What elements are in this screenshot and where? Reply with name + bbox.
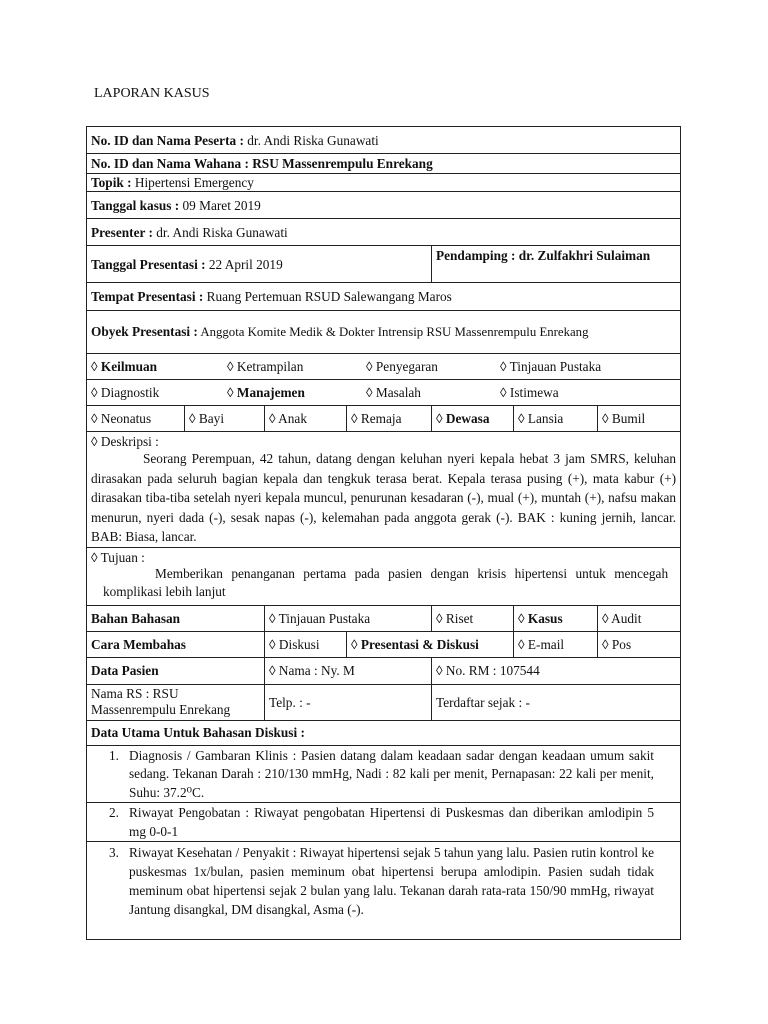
bahan-tinjauan: ◊ Tinjauan Pustaka bbox=[265, 605, 432, 631]
case-report-table bbox=[86, 126, 681, 940]
item-text: Diagnosis / Gambaran Klinis : Pasien datang dalam keadaan sadar dengan keadaan umum sakit sedang. Tekanan Darah : 210/130 mmHg, Nadi : 82 kali per menit, Pernapasan: 22 kali per menit, Suhu: 37.2⁰C. bbox=[129, 747, 654, 800]
cara-email: ◊ E-mail bbox=[514, 631, 598, 657]
row-topik bbox=[87, 174, 681, 192]
tujuan-text: Memberikan penanganan pertama pada pasien dengan krisis hipertensi untuk mencegah komplikasi lebih lanjut bbox=[103, 565, 669, 599]
row-rs bbox=[87, 684, 681, 720]
age-anak: ◊ Anak bbox=[265, 406, 347, 432]
option-ketrampilan: ◊ Ketrampilan bbox=[227, 359, 304, 374]
age-remaja: ◊ Remaja bbox=[347, 406, 432, 432]
age-lansia: ◊ Lansia bbox=[514, 406, 598, 432]
option-tinjauan-pustaka: ◊ Tinjauan Pustaka bbox=[500, 359, 602, 374]
rs-nama: Nama RS : RSU Massenrempulu Enrekang bbox=[87, 684, 265, 720]
bahan-riset: ◊ Riset bbox=[432, 605, 514, 631]
cara-diskusi: ◊ Diskusi bbox=[265, 631, 347, 657]
tanggal-presentasi-value: 22 April 2019 bbox=[205, 256, 283, 272]
option-diagnostik: ◊ Diagnostik bbox=[91, 385, 160, 400]
item-text: Riwayat Kesehatan / Penyakit : Riwayat hipertensi sejak 5 tahun yang lalu. Pasien rutin kontrol ke puskesmas 1x/bulan, pasien meminum obat hipertensi berupa amlodipin. Pasien sudah tidak meminum obat hipertensi sejak 2 bulan yang lalu. Tekanan darah rata-rata 150/90 mmHg, riwayat Jantung disangkal, DM disangkal, Asma (-). bbox=[129, 845, 654, 918]
row-tanggal-presentasi bbox=[87, 246, 681, 283]
row-age-groups bbox=[87, 406, 681, 432]
deskripsi-label: ◊ Deskripsi : bbox=[91, 434, 159, 449]
topik-label: Topik : bbox=[91, 175, 132, 190]
bahan-label: Bahan Bahasan bbox=[91, 610, 181, 626]
option-penyegaran: ◊ Penyegaran bbox=[366, 359, 438, 374]
tempat-label: Tempat Presentasi : bbox=[91, 289, 204, 304]
bahan-kasus: ◊ Kasus bbox=[514, 605, 598, 631]
wahana-label: No. ID dan Nama Wahana : RSU Massenrempulu Enrekang bbox=[91, 156, 433, 171]
rs-telp: Telp. : - bbox=[265, 684, 432, 720]
age-bayi: ◊ Bayi bbox=[185, 406, 265, 432]
pasien-label: Data Pasien bbox=[91, 663, 159, 679]
item-number: 1. bbox=[109, 747, 119, 763]
tujuan-label: ◊ Tujuan : bbox=[91, 549, 145, 565]
tanggal-presentasi-label: Tanggal Presentasi : bbox=[91, 256, 206, 272]
document-title: LAPORAN KASUS bbox=[94, 86, 210, 101]
age-neonatus: ◊ Neonatus bbox=[87, 406, 185, 432]
item-number: 3. bbox=[109, 845, 119, 861]
presenter-value: dr. Andi Riska Gunawati bbox=[152, 224, 288, 240]
peserta-label: No. ID dan Nama Peserta : bbox=[91, 132, 244, 148]
deskripsi-text: Seorang Perempuan, 42 tahun, datang dengan keluhan nyeri kepala hebat 3 jam SMRS, keluhan dirasakan pada seluruh bagian kepala dan tengkuk terasa berat. Kepala terasa pusing (+), mata kabur (+) dirasakan tiba-tiba setelah nyeri kepala muncul, penurunan kesadaran (-), mual (+), muntah (+), nafsu makan menurun, nyeri dada (-), sesak napas (-), kelemahan pada anggota gerak (-). BAK : kuning jernih, lancar. BAB: Biasa, lancar. bbox=[91, 451, 677, 545]
option-keilmuan: ◊ Keilmuan bbox=[91, 359, 158, 374]
topik-value: Hipertensi Emergency bbox=[131, 175, 254, 190]
tanggal-kasus-label: Tanggal kasus : bbox=[91, 197, 180, 213]
row-wahana bbox=[87, 154, 681, 174]
pendamping-label: Pendamping : dr. Zulfakhri Sulaiman bbox=[436, 248, 651, 263]
age-bumil: ◊ Bumil bbox=[598, 406, 681, 432]
obyek-label: Obyek Presentasi : bbox=[91, 324, 198, 339]
row-pasien bbox=[87, 657, 681, 684]
item-number: 2. bbox=[109, 805, 119, 821]
row-bahan bbox=[87, 605, 681, 631]
row-presenter bbox=[87, 219, 681, 246]
presenter-label: Presenter : bbox=[91, 224, 153, 240]
row-options-2 bbox=[87, 380, 681, 406]
cara-pos: ◊ Pos bbox=[598, 631, 681, 657]
pasien-nama: ◊ Nama : Ny. M bbox=[265, 657, 432, 684]
row-tujuan bbox=[87, 547, 681, 605]
pasien-rm: ◊ No. RM : 107544 bbox=[432, 657, 681, 684]
age-dewasa: ◊ Dewasa bbox=[432, 406, 514, 432]
option-manajemen: ◊ Manajemen bbox=[227, 385, 305, 400]
row-obyek bbox=[87, 311, 681, 354]
cara-presentasi: ◊ Presentasi & Diskusi bbox=[347, 631, 514, 657]
list-item bbox=[87, 842, 681, 940]
item-text: Riwayat Pengobatan : Riwayat pengobatan Hipertensi di Puskesmas dan diberikan amlodipin 5 mg 0-0-1 bbox=[129, 805, 654, 839]
row-cara bbox=[87, 631, 681, 657]
rs-terdaftar: Terdaftar sejak : - bbox=[432, 684, 681, 720]
bahan-audit: ◊ Audit bbox=[598, 605, 681, 631]
option-istimewa: ◊ Istimewa bbox=[500, 385, 559, 400]
cara-label: Cara Membahas bbox=[91, 636, 186, 652]
row-peserta bbox=[87, 127, 681, 154]
data-utama-label: Data Utama Untuk Bahasan Diskusi : bbox=[91, 725, 305, 741]
row-deskripsi bbox=[87, 432, 681, 548]
row-tanggal-kasus bbox=[87, 192, 681, 219]
obyek-value: Anggota Komite Medik & Dokter Intrensip RSU Massenrempulu Enrekang bbox=[197, 325, 589, 339]
peserta-value: dr. Andi Riska Gunawati bbox=[243, 132, 379, 148]
row-tempat bbox=[87, 283, 681, 311]
row-options-1 bbox=[87, 354, 681, 380]
list-item bbox=[87, 745, 681, 803]
list-item bbox=[87, 803, 681, 842]
option-masalah: ◊ Masalah bbox=[366, 385, 421, 400]
tempat-value: Ruang Pertemuan RSUD Salewangang Maros bbox=[203, 289, 452, 304]
tanggal-kasus-value: 09 Maret 2019 bbox=[179, 197, 261, 213]
row-data-utama bbox=[87, 720, 681, 745]
